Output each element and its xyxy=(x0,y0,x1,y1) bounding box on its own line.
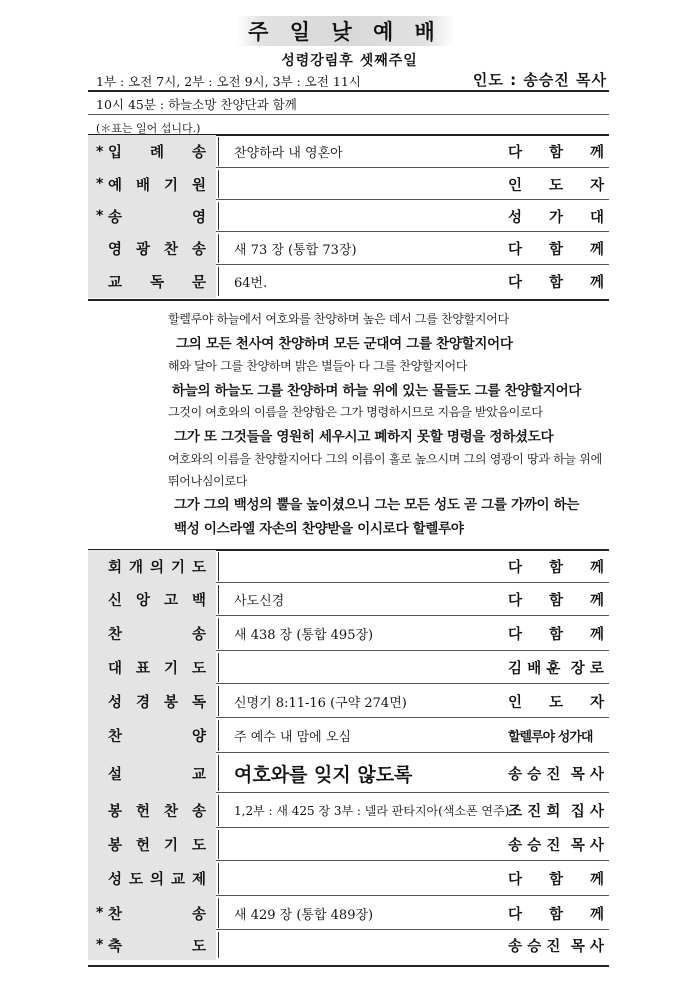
order-person xyxy=(508,583,604,616)
column-divider xyxy=(218,585,219,614)
person-char: 다 xyxy=(508,560,523,576)
column-divider xyxy=(218,170,219,198)
page-title: 주 일 낮 예 배 xyxy=(236,16,454,46)
person-char: 목 xyxy=(570,938,585,955)
label-char: 광 xyxy=(135,242,150,258)
divider xyxy=(88,90,609,92)
person-char: 께 xyxy=(589,145,604,161)
label-char: 봉 xyxy=(163,694,178,711)
person-char: 승 xyxy=(527,838,542,854)
person-char: 함 xyxy=(548,593,563,609)
order-label-text xyxy=(108,206,206,227)
order-label-text xyxy=(108,935,206,956)
person-char: 다 xyxy=(508,145,523,161)
label-char: 양 xyxy=(191,729,206,745)
person-char: 다 xyxy=(508,627,523,643)
label-char: 찬 xyxy=(108,627,123,643)
person-char: 자 xyxy=(589,694,604,711)
order-person: 할렐루야 성가대 xyxy=(508,730,593,745)
label-char: 설 xyxy=(108,766,123,783)
label-char: 도 xyxy=(191,560,206,576)
order-label xyxy=(88,684,216,718)
order-label xyxy=(88,168,216,200)
person-char: 가 xyxy=(548,209,563,226)
order-person xyxy=(508,135,604,168)
label-char: 경 xyxy=(135,694,150,711)
order-content: 새 73 장 (통합 73장) xyxy=(234,243,357,258)
person-char: 송 xyxy=(508,938,523,955)
person-char: 로 xyxy=(589,661,604,677)
order-label-text xyxy=(108,834,206,855)
order-label xyxy=(88,583,216,616)
order-row xyxy=(88,550,609,583)
order-label-text xyxy=(108,657,206,678)
order-label-text xyxy=(108,623,206,644)
page-subtitle: 성령강림후 셋째주일 xyxy=(281,53,418,69)
column-divider xyxy=(218,267,219,296)
person-char: 진 xyxy=(546,766,561,783)
label-char: 례 xyxy=(149,145,164,161)
column-divider xyxy=(218,137,219,166)
label-char: 의 xyxy=(149,560,164,576)
label-char: 표 xyxy=(135,661,150,677)
standing-star-icon: * xyxy=(96,937,104,953)
label-char: 송 xyxy=(191,906,206,923)
column-divider xyxy=(218,720,219,751)
label-char: 헌 xyxy=(135,838,150,854)
column-divider xyxy=(218,618,219,649)
reading-line: 뛰어나심이로다 xyxy=(168,474,248,488)
column-divider xyxy=(218,755,219,791)
label-char: 회 xyxy=(108,560,123,576)
column-divider xyxy=(218,863,219,894)
person-char: 승 xyxy=(527,938,542,955)
label-char: 개 xyxy=(128,560,143,576)
person-char: 함 xyxy=(548,872,563,888)
order-label xyxy=(88,718,216,753)
order-label xyxy=(88,265,216,298)
label-char: 기 xyxy=(163,661,178,677)
order-person xyxy=(508,200,604,232)
person-char: 도 xyxy=(548,177,563,194)
label-char: 축 xyxy=(108,938,123,955)
label-char: 대 xyxy=(108,661,123,677)
column-divider xyxy=(218,234,219,263)
order-label-text xyxy=(108,238,206,259)
order-row xyxy=(88,896,609,930)
order-label xyxy=(88,651,216,684)
label-char: 신 xyxy=(108,593,123,609)
order-label-text xyxy=(108,271,206,292)
order-label xyxy=(88,753,216,793)
label-char: 송 xyxy=(191,242,206,258)
order-content: 신명기 8:11-16 (구약 274면) xyxy=(234,695,407,711)
person-char: 대 xyxy=(589,209,604,226)
reading-line: 백성 이스라엘 자손의 찬양받을 이시로다 할렐루야 xyxy=(174,521,464,537)
person-char: 송 xyxy=(508,766,523,783)
order-label-text xyxy=(108,725,206,746)
divider xyxy=(88,965,609,967)
label-char: 성 xyxy=(108,694,123,711)
label-char: 찬 xyxy=(163,804,178,820)
order-person xyxy=(508,861,604,896)
label-char: 송 xyxy=(108,209,123,226)
person-char: 께 xyxy=(589,560,604,576)
person-char: 사 xyxy=(589,938,604,955)
person-char: 성 xyxy=(508,209,523,226)
order-person xyxy=(508,828,604,861)
order-label-text xyxy=(108,800,206,821)
standing-star-icon: * xyxy=(96,208,104,224)
order-person xyxy=(508,753,604,793)
column-divider xyxy=(218,653,219,682)
person-char: 조 xyxy=(508,804,523,820)
label-char: 송 xyxy=(191,145,206,161)
order-row xyxy=(88,861,609,896)
order-row xyxy=(88,651,609,684)
order-person xyxy=(508,168,604,200)
order-label-text xyxy=(108,763,206,784)
reading-line: 하늘의 하늘도 그를 찬양하며 하늘 위에 있는 물들도 그를 찬양할지어다 xyxy=(172,383,582,399)
label-char: 기 xyxy=(163,177,178,194)
label-char: 봉 xyxy=(108,804,123,820)
order-content: 64번. xyxy=(234,276,268,291)
reading-line: 그것이 여호와의 이름을 찬양함은 그가 명령하시므로 지음을 받았음이로다 xyxy=(168,405,543,419)
order-row xyxy=(88,200,609,232)
order-row xyxy=(88,135,609,168)
label-char: 교 xyxy=(191,766,206,783)
order-row xyxy=(88,265,609,298)
order-content: 1,2부 : 새 425 장 3부 : 넬라 판타지아(색소폰 연주) xyxy=(234,804,510,818)
label-char: 도 xyxy=(191,838,206,854)
service-leader: 인도 : 송승진 목사 xyxy=(472,71,607,89)
person-char: 께 xyxy=(589,627,604,643)
person-char: 함 xyxy=(548,242,563,258)
order-label-text xyxy=(108,556,206,577)
order-person xyxy=(508,930,604,960)
order-label xyxy=(88,793,216,828)
reading-line: 여호와의 이름을 찬양할지어다 그의 이름이 홀로 높으시며 그의 영광이 땅과 하늘 위에 xyxy=(168,452,602,466)
label-char: 배 xyxy=(135,177,150,194)
standing-note: (＊표는 일어 섭니다.) xyxy=(96,122,201,135)
label-char: 교 xyxy=(170,872,185,888)
person-char: 께 xyxy=(589,593,604,609)
order-row xyxy=(88,930,609,960)
person-char: 께 xyxy=(589,275,604,291)
order-label xyxy=(88,232,216,265)
person-char: 다 xyxy=(508,593,523,609)
person-char: 희 xyxy=(546,804,561,820)
order-label-text xyxy=(108,903,206,924)
person-char: 께 xyxy=(589,242,604,258)
order-row xyxy=(88,753,609,793)
label-char: 기 xyxy=(170,560,185,576)
person-char: 사 xyxy=(589,804,604,820)
label-char: 도 xyxy=(191,661,206,677)
person-char: 김 xyxy=(508,661,523,677)
reading-line: 할렐루야 하늘에서 여호와를 찬양하며 높은 데서 그를 찬양할지어다 xyxy=(168,312,509,326)
label-char: 찬 xyxy=(163,242,178,258)
person-char: 집 xyxy=(570,804,585,820)
label-char: 영 xyxy=(108,242,123,258)
order-person xyxy=(508,550,604,583)
order-content: 새 438 장 (통합 495장) xyxy=(234,628,374,643)
label-char: 예 xyxy=(108,177,123,194)
label-char: 원 xyxy=(191,177,206,194)
order-row xyxy=(88,616,609,651)
divider xyxy=(88,114,609,115)
standing-star-icon: * xyxy=(96,176,104,192)
label-char: 의 xyxy=(149,872,164,888)
label-char: 봉 xyxy=(108,838,123,854)
person-char: 자 xyxy=(589,177,604,194)
order-label-text xyxy=(108,174,206,195)
order-content: 새 429 장 (통합 489장) xyxy=(234,907,374,923)
order-label xyxy=(88,828,216,861)
order-label-text xyxy=(108,691,206,712)
person-char: 승 xyxy=(527,766,542,783)
column-divider xyxy=(218,795,219,826)
standing-star-icon: * xyxy=(96,143,104,160)
label-char: 백 xyxy=(191,593,206,609)
person-char: 인 xyxy=(508,694,523,711)
order-person xyxy=(508,265,604,298)
person-char: 도 xyxy=(548,694,563,711)
label-char: 헌 xyxy=(135,804,150,820)
person-char: 사 xyxy=(589,838,604,854)
person-char: 진 xyxy=(546,838,561,854)
person-char: 함 xyxy=(548,627,563,643)
label-char: 고 xyxy=(163,593,178,609)
label-char: 제 xyxy=(191,872,206,888)
order-content: 사도신경 xyxy=(234,594,285,609)
person-char: 함 xyxy=(548,275,563,291)
person-char: 목 xyxy=(570,766,585,783)
label-char: 송 xyxy=(191,804,206,820)
order-label-text xyxy=(108,589,206,610)
order-person xyxy=(508,684,604,718)
order-person xyxy=(508,793,604,828)
divider xyxy=(88,299,609,301)
column-divider xyxy=(218,898,219,928)
label-char: 찬 xyxy=(108,729,123,745)
label-char: 도 xyxy=(191,938,206,955)
person-char: 송 xyxy=(508,838,523,854)
person-char: 사 xyxy=(589,766,604,783)
order-content: 찬양하라 내 영혼아 xyxy=(234,146,343,161)
order-label xyxy=(88,930,216,960)
column-divider xyxy=(218,932,219,958)
label-char: 기 xyxy=(163,838,178,854)
label-char: 송 xyxy=(191,627,206,643)
order-row xyxy=(88,684,609,718)
order-person xyxy=(508,232,604,265)
reading-line: 해와 달아 그를 찬양하며 밝은 별들아 다 그를 찬양할지어다 xyxy=(168,359,468,373)
order-row xyxy=(88,232,609,265)
order-content: 여호와를 잊지 않도록 xyxy=(234,763,413,786)
standing-star-icon: * xyxy=(96,905,104,921)
label-char: 독 xyxy=(191,694,206,711)
column-divider xyxy=(218,686,219,716)
person-char: 께 xyxy=(589,872,604,888)
person-char: 함 xyxy=(548,560,563,576)
label-char: 도 xyxy=(128,872,143,888)
order-label xyxy=(88,550,216,583)
service-schedule: 1부 : 오전 7시, 2부 : 오전 9시, 3부 : 오전 11시 xyxy=(96,74,361,89)
choir-note: 10시 45분 : 하늘소망 찬양단과 함께 xyxy=(96,97,297,112)
label-char: 찬 xyxy=(108,906,123,923)
order-label-text xyxy=(108,141,206,162)
person-char: 훈 xyxy=(546,661,561,677)
person-char: 인 xyxy=(508,177,523,194)
person-char: 함 xyxy=(548,145,563,161)
label-char: 영 xyxy=(191,209,206,226)
person-char: 다 xyxy=(508,872,523,888)
label-char: 교 xyxy=(108,275,123,291)
order-label xyxy=(88,861,216,896)
person-char: 목 xyxy=(570,838,585,854)
order-label xyxy=(88,616,216,651)
order-label xyxy=(88,200,216,232)
label-char: 성 xyxy=(108,872,123,888)
order-content: 주 예수 내 맘에 오심 xyxy=(234,730,351,745)
reading-line: 그가 그의 백성의 뿔을 높이셨으니 그는 모든 성도 곧 그를 가까이 하는 xyxy=(174,497,580,513)
person-char: 다 xyxy=(508,906,523,923)
order-label-text xyxy=(108,868,206,889)
label-char: 앙 xyxy=(135,593,150,609)
person-char: 다 xyxy=(508,275,523,291)
column-divider xyxy=(218,202,219,230)
person-char: 함 xyxy=(548,906,563,923)
order-person xyxy=(508,616,604,651)
column-divider xyxy=(218,552,219,581)
order-label xyxy=(88,135,216,168)
order-row xyxy=(88,828,609,861)
person-char: 진 xyxy=(527,804,542,820)
order-row xyxy=(88,718,609,753)
order-row xyxy=(88,583,609,616)
person-char: 장 xyxy=(570,661,585,677)
column-divider xyxy=(218,830,219,859)
person-char: 다 xyxy=(508,242,523,258)
order-person xyxy=(508,651,604,684)
person-char: 께 xyxy=(589,906,604,923)
label-char: 문 xyxy=(191,275,206,291)
label-char: 입 xyxy=(108,145,123,161)
label-char: 독 xyxy=(149,275,164,291)
person-char: 진 xyxy=(546,938,561,955)
reading-line: 그가 또 그것들을 영원히 세우시고 폐하지 못할 명령을 정하셨도다 xyxy=(174,429,554,445)
order-row xyxy=(88,168,609,200)
order-label xyxy=(88,896,216,930)
order-person xyxy=(508,896,604,930)
person-char: 배 xyxy=(527,661,542,677)
order-row xyxy=(88,793,609,828)
reading-line: 그의 모든 천사여 찬양하며 모든 군대여 그를 찬양할지어다 xyxy=(176,336,513,352)
